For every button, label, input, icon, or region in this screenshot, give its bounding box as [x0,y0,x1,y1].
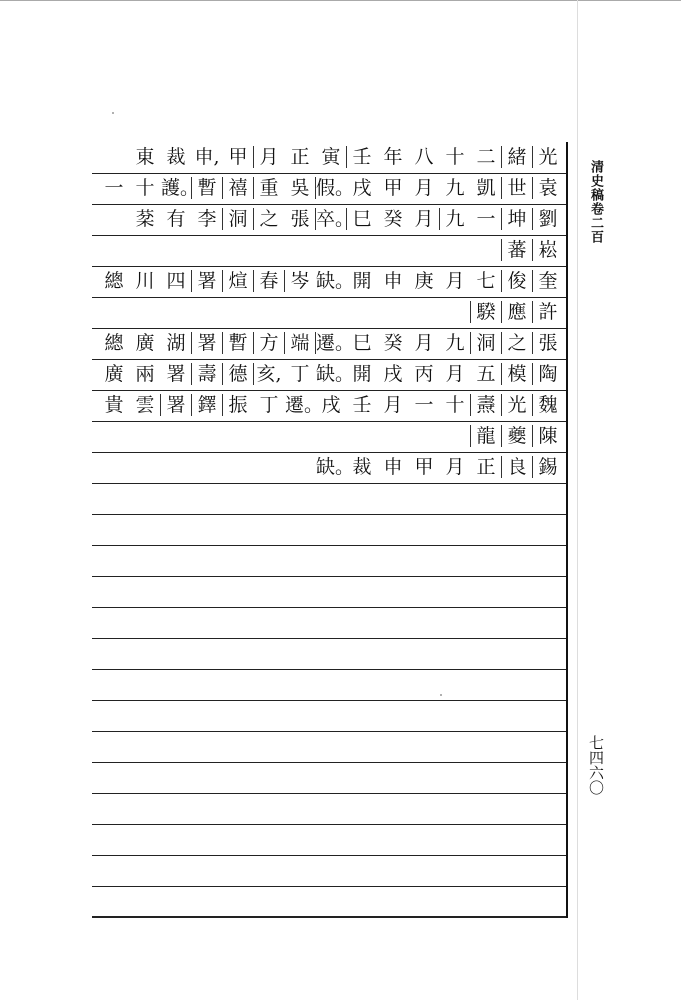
table-char: 坤 [502,204,532,234]
table-char: 俊 [502,266,532,296]
table-char: 吳 [290,177,310,199]
table-char: 張 [533,328,563,358]
row-line [92,638,566,639]
table-char: 之 [502,328,532,358]
table-char: 缺。 [316,363,355,385]
table-char: 癸 [383,208,403,230]
table-char: 戌 [383,363,403,385]
table-char: 五 [476,363,496,385]
table-char: 貴 [104,394,124,416]
table-char: 十 [445,146,465,168]
table-char: 假。 [316,173,346,203]
table-char: 湖 [166,332,186,354]
row-line [92,700,566,701]
row-line [92,576,566,577]
table-char: 巳 [347,204,377,234]
table-char: 遷。 [285,394,324,416]
table-char: 洞 [471,328,501,358]
table-char: 九 [445,332,465,354]
table-char: 裁 [166,146,186,168]
table-char: 凱 [476,177,496,199]
table-char: 裁 [352,456,372,478]
table-char: 錫 [533,452,563,482]
table-char: 夔 [502,421,532,451]
table-char: 寅 [321,146,341,168]
table-frame [92,142,568,918]
table-char: 甲 [414,456,434,478]
table-char: 月 [445,456,465,478]
table-char: 正 [290,146,310,168]
table-char: 年 [383,146,403,168]
table-char: 煊 [223,266,253,296]
table-char: 一 [476,208,496,230]
row-line [92,762,566,763]
row-line [92,483,566,484]
row-line [92,607,566,608]
table-char: 壽 [192,359,222,389]
table-char: 有 [166,208,186,230]
table-char: 壬 [347,142,377,172]
table-char: 崧 [533,235,563,265]
table-char: 春 [254,266,284,296]
table-char: 申 [383,270,403,292]
paper-speck [112,112,114,114]
table-char: 月 [445,270,465,292]
table-char: 德 [223,359,253,389]
table-char: 端 [285,328,315,358]
table-char: 月 [414,208,434,230]
row-line [92,731,566,732]
table-char: 七 [476,270,496,292]
table-char: 戌 [321,394,341,416]
table-char: 光 [533,142,563,172]
running-head: 清史稿卷二百 [588,160,603,244]
table-char: 暫 [223,328,253,358]
table-char: 川 [135,270,155,292]
table-char: 兩 [135,363,155,385]
table-char: 總 [104,270,124,292]
table-char: 庚 [414,270,434,292]
table-char: 巳 [352,332,372,354]
table-char: 模 [502,359,532,389]
table-char: 總 [104,332,124,354]
table-char: 袁 [533,173,563,203]
table-char: 甲 [228,146,248,168]
table-char: 暫 [192,173,222,203]
table-char: 緒 [502,142,532,172]
table-char: 月 [383,394,403,416]
table-char: 禧 [223,173,253,203]
table-char: 劉 [533,204,563,234]
table-char: 卒。 [316,204,346,234]
row-line [92,669,566,670]
table-char: 開 [352,363,372,385]
table-char: 八 [414,146,434,168]
table-char: 月 [445,363,465,385]
table-char: 署 [192,266,222,296]
table-char: 岑 [285,266,315,296]
row-line [92,886,566,887]
table-char: 振 [223,390,253,420]
row-line [92,235,566,236]
table-char: 丙 [414,363,434,385]
row-line [92,824,566,825]
page-number: 七四六〇 [587,735,605,795]
page-top-edge [0,0,681,1]
table-char: 申, [194,146,220,168]
table-char: 署 [166,363,186,385]
table-char: 癸 [383,332,403,354]
table-char: 魏 [533,390,563,420]
table-char: 燾 [471,390,501,420]
table-char: 張 [290,208,310,230]
table-char: 許 [533,297,563,327]
table-char: 方 [254,328,284,358]
table-char: 遷。 [316,328,346,358]
table-char: 奎 [533,266,563,296]
table-char: 世 [502,173,532,203]
table-char: 陳 [533,421,563,451]
table-char: 棻 [135,208,155,230]
table-char: 陶 [533,359,563,389]
table-char: 良 [502,452,532,482]
table-char: 亥, [254,359,284,389]
table-char: 重 [254,173,284,203]
table-char: 護。 [161,177,200,199]
table-char: 之 [254,204,284,234]
table-char: 一 [414,394,434,416]
table-char: 正 [476,456,496,478]
table-bottom-line [92,916,566,918]
row-line [92,793,566,794]
table-char: 十 [445,394,465,416]
row-line [92,855,566,856]
table-char: 廣 [135,332,155,354]
table-char: 雲 [135,394,155,416]
table-char: 應 [502,297,532,327]
table-char: 四 [166,270,186,292]
row-line [92,545,566,546]
table-char: 甲 [383,177,403,199]
table-char: 十 [135,177,155,199]
row-line [92,514,566,515]
table-char: 光 [502,390,532,420]
table-char: 廣 [104,363,124,385]
table-char: 九 [440,204,470,234]
table-char: 鐸 [192,390,222,420]
table-char: 壬 [352,394,372,416]
table-char: 二 [476,146,496,168]
table-char: 蕃 [502,235,532,265]
table-char: 洞 [223,204,253,234]
table-char: 騤 [471,297,501,327]
table-char: 缺。 [316,270,355,292]
table-char: 丁 [290,363,310,385]
table-char: 戌 [352,177,372,199]
table-char: 龍 [471,421,501,451]
table-char: 月 [414,332,434,354]
table-char: 署 [161,390,191,420]
table-char: 署 [192,328,222,358]
table-char: 東 [135,146,155,168]
table-char: 月 [414,177,434,199]
table-char: 月 [254,142,284,172]
table-char: 申 [383,456,403,478]
table-char: 開 [352,270,372,292]
table-char: 李 [197,208,217,230]
page-fold-line [577,0,578,1000]
table-char: 一 [104,177,124,199]
table-char: 缺。 [316,456,355,478]
table-char: 九 [445,177,465,199]
table-char: 丁 [259,394,279,416]
